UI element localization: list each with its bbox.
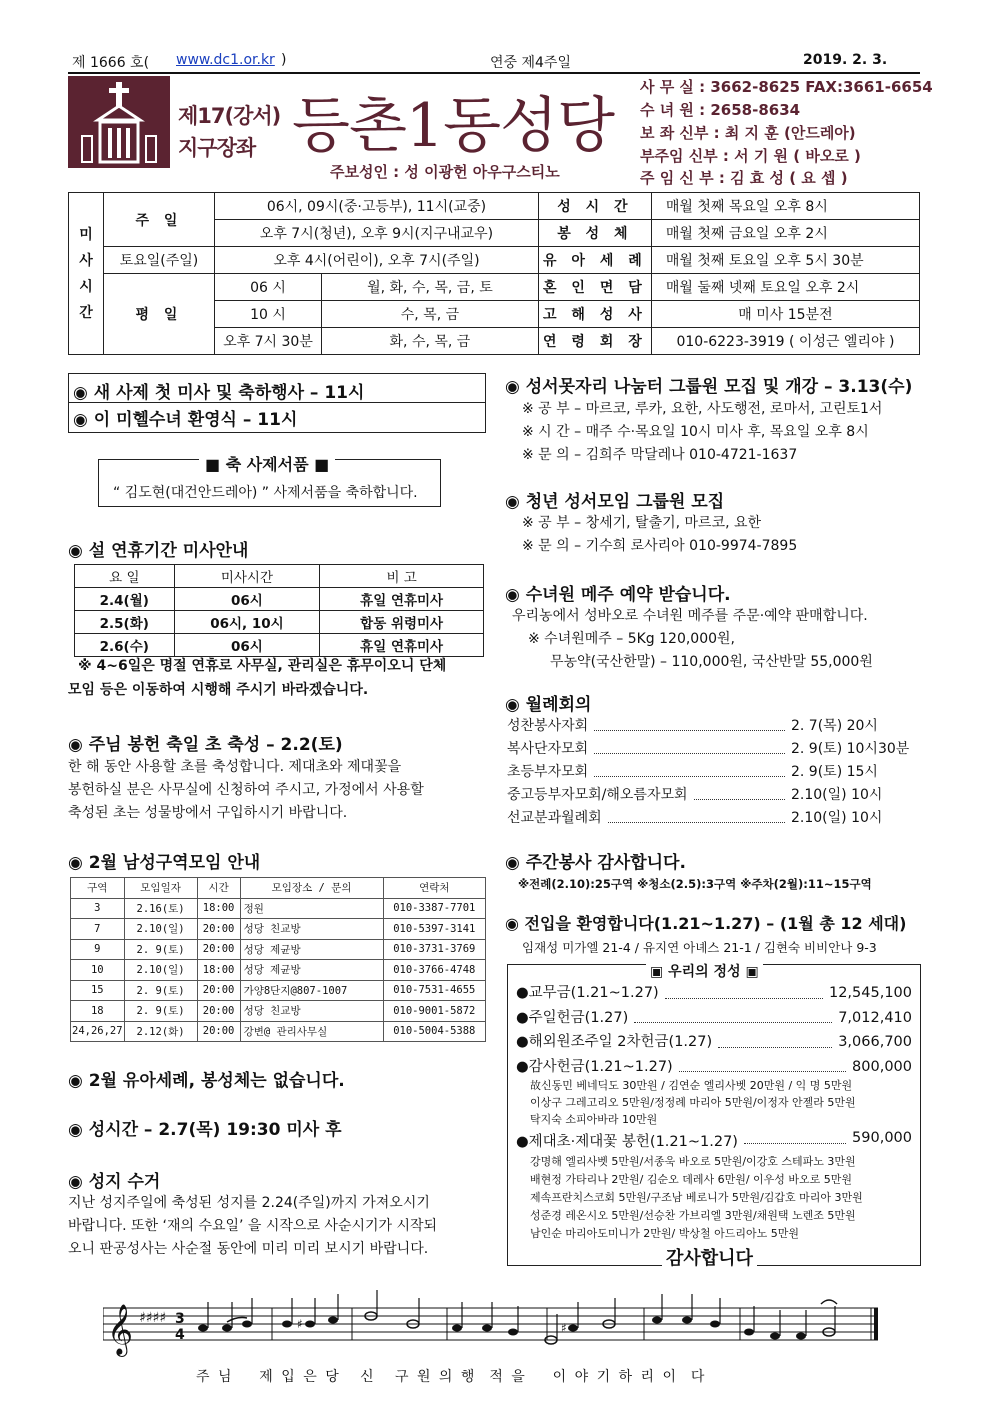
meeting-name: 복사단자모회 bbox=[507, 741, 589, 757]
grp-cell: 20:00 bbox=[197, 1021, 240, 1042]
candle-line-2: 봉헌하실 분은 사무실에 신청하여 주시고, 가정에서 사용할 bbox=[68, 782, 424, 798]
grp-cell: 10 bbox=[71, 960, 125, 981]
meeting-time: 2.10(일) 10시 bbox=[791, 810, 883, 826]
bible-line-3: ※ 문 의 – 김희주 막달레나 010-4721-1637 bbox=[522, 447, 798, 463]
palm-line-3: 오니 판공성사는 사순절 동안에 미리 미리 보시기 바랍니다. bbox=[68, 1241, 429, 1257]
grp-cell: 24,26,27 bbox=[71, 1021, 125, 1042]
ordination-title: ■ 축 사제서품 ■ bbox=[199, 452, 335, 475]
flower-label: ●제대초·제대꽃 봉헌(1.21~1.27) bbox=[516, 1134, 738, 1150]
grp-head-date: 모임일자 bbox=[124, 878, 197, 899]
offering-row bbox=[516, 1055, 912, 1080]
svg-text:♯: ♯ bbox=[561, 1321, 567, 1335]
svg-text:𝄞: 𝄞 bbox=[107, 1304, 134, 1355]
grp-cell: 20:00 bbox=[197, 919, 240, 940]
sn-row1-day: 2.4(월) bbox=[75, 588, 175, 611]
dot-leader bbox=[665, 981, 823, 999]
grp-cell: 010-7531-4655 bbox=[383, 980, 485, 1001]
meeting-row bbox=[507, 807, 919, 830]
welcome-text: 임재성 미가엘 21-4 / 유지연 아녜스 21-1 / 김현숙 비비안나 9-3 bbox=[522, 940, 877, 955]
offering-value: 800,000 bbox=[852, 1058, 912, 1075]
patron-saint: 주보성인 : 성 이광헌 아우구스티노 bbox=[330, 163, 560, 181]
contact-pastor: 주 임 신 부 : 김 효 성 ( 요 셉 ) bbox=[640, 169, 848, 187]
flower-value: 590,000 bbox=[852, 1130, 912, 1146]
weekday-days-2: 수, 목, 금 bbox=[322, 301, 539, 328]
sn-row1-note: 휴일 연휴미사 bbox=[320, 588, 484, 611]
weekday-label: 평 일 bbox=[104, 274, 215, 355]
offerings-list bbox=[516, 981, 912, 1079]
grp-cell: 강변@ 관리사무실 bbox=[240, 1021, 383, 1042]
marriage-label: 혼 인 면 담 bbox=[538, 274, 651, 301]
thanks-line: 이상구 그레고리오 5만원/정정례 마리아 5만원/이정자 안젤라 5만원 bbox=[530, 1096, 856, 1109]
grp-head-time: 시간 bbox=[197, 878, 240, 899]
sn-row1-time: 06시 bbox=[174, 588, 320, 611]
song-lyrics: 주 님 제 입 은 당 신 구 원 의 행 적 을 이 야 기 하 리 이 다 bbox=[196, 1369, 707, 1385]
funeral-chief-label: 연 령 회 장 bbox=[538, 328, 651, 355]
thanks-closing: 감사합니다 bbox=[662, 1244, 757, 1270]
music-staff bbox=[103, 1288, 880, 1360]
flower-line: 강명해 엘리사벳 5만원/서종욱 바오로 5만원/이강호 스테파노 3만원 bbox=[530, 1155, 856, 1168]
dot-leader bbox=[694, 784, 785, 800]
weekday-time-1: 06 시 bbox=[215, 274, 322, 301]
dot-leader bbox=[594, 738, 785, 754]
district-line1: 제17(강서) bbox=[178, 104, 281, 128]
thanks-line: 故신동민 베네딕도 30만원 / 김연순 엘리사벳 20만원 / 익 명 5만원 bbox=[530, 1079, 853, 1092]
candle-line-3: 축성된 초는 성물방에서 구입하시기 바랍니다. bbox=[68, 805, 348, 821]
lunar-holiday-title: ◉ 설 연휴기간 미사안내 bbox=[68, 541, 249, 561]
dot-leader bbox=[744, 1130, 846, 1144]
marriage-value: 매월 둘째 넷째 토요일 오후 2시 bbox=[651, 274, 919, 301]
grp-cell: 2.10(일) bbox=[124, 960, 197, 981]
weekly-service-title: ◉ 주간봉사 감사합니다. bbox=[505, 853, 686, 873]
dot-leader bbox=[594, 715, 785, 731]
grp-cell: 18:00 bbox=[197, 898, 240, 919]
sn-row2-time: 06시, 10시 bbox=[174, 611, 320, 634]
church-logo bbox=[68, 76, 170, 168]
mass-side-label: 미 사 시 간 bbox=[69, 193, 104, 355]
holiday-note-2: 모임 등은 이동하여 시행해 주시기 바라겠습니다. bbox=[68, 682, 369, 698]
palm-line-1: 지난 성지주일에 축성된 성지를 2.24(주일)까지 가져오시기 bbox=[68, 1195, 430, 1211]
sn-row3-day: 2.6(수) bbox=[75, 634, 175, 657]
grp-cell: 성당 친교방 bbox=[240, 1001, 383, 1022]
church-icon bbox=[68, 76, 170, 168]
sunday-times-1: 06시, 09시(중·고등부), 11시(교중) bbox=[215, 193, 539, 220]
offerings-title: ▣ 우리의 정성 ▣ bbox=[646, 961, 763, 981]
meeting-name: 중고등부자모회/해오름자모회 bbox=[507, 787, 688, 803]
communion-value: 매월 첫째 금요일 오후 2시 bbox=[651, 220, 919, 247]
flower-donors bbox=[530, 1153, 863, 1243]
grp-cell: 20:00 bbox=[197, 939, 240, 960]
baptism-label: 유 아 세 례 bbox=[538, 247, 651, 274]
youth-line-1: ※ 공 부 – 창세기, 탈출기, 마르코, 요한 bbox=[522, 515, 762, 531]
offering-value: 7,012,410 bbox=[838, 1009, 912, 1026]
lunar-holiday-table bbox=[74, 564, 484, 657]
sunday-label: 주 일 bbox=[104, 193, 215, 247]
holy-hour-value: 매월 첫째 목요일 오후 8시 bbox=[651, 193, 919, 220]
grp-cell: 2.12(화) bbox=[124, 1021, 197, 1042]
meeting-row bbox=[507, 738, 919, 761]
grp-cell: 2. 9(토) bbox=[124, 939, 197, 960]
sn-row3-time: 06시 bbox=[174, 634, 320, 657]
liturgical-week: 연중 제4주일 bbox=[490, 55, 571, 71]
baptism-value: 매월 첫째 토요일 오후 5시 30분 bbox=[651, 247, 919, 274]
dot-leader bbox=[608, 807, 785, 823]
grp-cell: 성당 제균방 bbox=[240, 939, 383, 960]
notice-box bbox=[68, 373, 486, 433]
meeting-row bbox=[507, 761, 919, 784]
offering-row bbox=[516, 1030, 912, 1055]
monthly-meeting-title: ◉ 월례회의 bbox=[505, 695, 592, 715]
district-line2: 지구장좌 bbox=[178, 136, 256, 160]
group-meeting-table bbox=[70, 877, 486, 1042]
candle-title: ◉ 주님 봉헌 축일 초 축성 – 2.2(토) bbox=[68, 735, 343, 755]
meeting-name: 선교분과월례회 bbox=[507, 810, 602, 826]
communion-label: 봉 성 체 bbox=[538, 220, 651, 247]
dot-leader bbox=[718, 1030, 832, 1048]
contact-assistant: 보 좌 신부 : 최 지 훈 (안드레아) bbox=[640, 124, 856, 142]
youth-group-title: ◉ 청년 성서모임 그룹원 모집 bbox=[505, 492, 725, 512]
offering-value: 3,066,700 bbox=[838, 1034, 912, 1050]
flower-line: 남인순 마리아도미니가 2만원/ 박상철 아드리아노 5만원 bbox=[530, 1227, 799, 1240]
notice-first-mass: ◉ 새 사제 첫 미사 및 축하행사 – 11시 bbox=[73, 383, 365, 403]
youth-group-body bbox=[522, 512, 922, 558]
flower-line: 배현정 가타리나 2만원/ 김순오 데레사 6만원/ 이우성 바오로 5만원 bbox=[530, 1173, 853, 1186]
flower-offering-row bbox=[516, 1130, 912, 1151]
grp-cell: 20:00 bbox=[197, 980, 240, 1001]
palm-body bbox=[68, 1192, 488, 1261]
meeting-row bbox=[507, 784, 919, 807]
grp-head-area: 구역 bbox=[71, 878, 125, 899]
offering-label: ●감사헌금(1.21~1.27) bbox=[516, 1058, 673, 1075]
holy-hour-label: 성 시 간 bbox=[538, 193, 651, 220]
grp-cell: 성당 친교방 bbox=[240, 919, 383, 940]
grp-cell: 2. 9(토) bbox=[124, 980, 197, 1001]
weekday-days-3: 화, 수, 목, 금 bbox=[322, 328, 539, 355]
notice-welcome-sister: ◉ 이 미헬수녀 환영식 – 11시 bbox=[73, 410, 298, 430]
music-notation-icon bbox=[103, 1288, 880, 1360]
parish-title: 등촌1동성당 bbox=[292, 91, 614, 161]
holiday-note-1: ※ 4~6일은 명절 연휴로 사무실, 관리실은 휴무이오니 단체 bbox=[78, 658, 447, 674]
saturday-times: 오후 4시(어린이), 오후 7시(주일) bbox=[215, 247, 539, 274]
flower-line: 제속프란치스코회 5만원/구조남 베로니가 5만원/김갑호 마리아 3만원 bbox=[530, 1191, 863, 1204]
offering-label: ●해외원조주일 2차헌금(1.27) bbox=[516, 1034, 713, 1050]
sn-row2-day: 2.5(화) bbox=[75, 611, 175, 634]
bible-line-1: ※ 공 부 – 마르코, 루카, 요한, 사도행전, 로마서, 고린토1서 bbox=[522, 401, 883, 417]
offering-label: ●교무금(1.21~1.27) bbox=[516, 985, 659, 1001]
dot-leader bbox=[679, 1055, 846, 1073]
sn-row3-note: 휴일 연휴미사 bbox=[320, 634, 484, 657]
meeting-time: 2.10(일) 10시 bbox=[791, 787, 883, 803]
candle-body bbox=[68, 756, 488, 825]
grp-cell: 18:00 bbox=[197, 960, 240, 981]
meeting-time: 2. 9(토) 10시30분 bbox=[791, 741, 910, 757]
meeting-time: 2. 9(토) 15시 bbox=[791, 764, 878, 780]
svg-text:♯♯♯♯: ♯♯♯♯ bbox=[139, 1310, 167, 1326]
website-link[interactable]: www.dc1.or.kr bbox=[176, 52, 275, 68]
grp-cell: 7 bbox=[71, 919, 125, 940]
mass-schedule-table bbox=[68, 192, 920, 355]
contact-vicar: 부주임 신부 : 서 기 원 ( 바오로 ) bbox=[640, 147, 861, 165]
meeting-time: 2. 7(목) 20시 bbox=[791, 718, 878, 734]
meeting-row bbox=[507, 715, 919, 738]
grp-cell: 010-3387-7701 bbox=[383, 898, 485, 919]
grp-cell: 2.10(일) bbox=[124, 919, 197, 940]
offering-label: ●주일헌금(1.27) bbox=[516, 1009, 629, 1026]
grp-cell: 가양8단지@807-1007 bbox=[240, 980, 383, 1001]
monthly-meeting-list bbox=[507, 715, 919, 830]
group-meeting-title: ◉ 2월 남성구역모임 안내 bbox=[68, 853, 261, 873]
sn-head-day: 요 일 bbox=[75, 565, 175, 588]
youth-line-2: ※ 문 의 – 기수희 로사리아 010-9974-7895 bbox=[522, 538, 798, 554]
dot-leader bbox=[634, 1006, 832, 1024]
confession-value: 매 미사 15분전 bbox=[651, 301, 919, 328]
weekday-days-1: 월, 화, 수, 목, 금, 토 bbox=[322, 274, 539, 301]
grp-cell: 010-9001-5872 bbox=[383, 1001, 485, 1022]
contact-office: 사 무 실 : 3662-8625 FAX:3661-6654 bbox=[640, 78, 933, 96]
offerings-box bbox=[507, 964, 921, 1266]
grp-cell: 010-5397-3141 bbox=[383, 919, 485, 940]
thanks-line: 탁지숙 소피아바라 10만원 bbox=[530, 1113, 658, 1126]
sunday-times-2: 오후 7시(청년), 오후 9시(지구내교우) bbox=[215, 220, 539, 247]
baptism-notice: ◉ 2월 유아세례, 봉성체는 없습니다. bbox=[68, 1071, 345, 1091]
issue-close: ) bbox=[281, 52, 287, 68]
palm-title: ◉ 성지 수거 bbox=[68, 1172, 161, 1192]
grp-head-place: 모임장소 / 문의 bbox=[240, 878, 383, 899]
top-bar bbox=[68, 50, 920, 74]
meeting-name: 성찬봉사자회 bbox=[507, 718, 589, 734]
svg-text:♯: ♯ bbox=[297, 1317, 303, 1331]
candle-line-1: 한 해 동안 사용할 초를 축성합니다. 제대초와 제대꽃을 bbox=[68, 759, 402, 775]
grp-cell: 010-5004-5388 bbox=[383, 1021, 485, 1042]
flower-line: 성준경 레온시오 5만원/선승찬 가브리엘 3만원/채원택 노렌조 5만원 bbox=[530, 1209, 856, 1222]
palm-line-2: 바랍니다. 또한 ‘재의 수요일’ 을 시작으로 사순시기가 시작되 bbox=[68, 1218, 438, 1234]
offering-row bbox=[516, 1006, 912, 1031]
grp-head-phone: 연락처 bbox=[383, 878, 485, 899]
holy-hour-notice: ◉ 성시간 – 2.7(목) 19:30 미사 후 bbox=[68, 1120, 342, 1140]
notice-divider bbox=[69, 402, 485, 403]
weekday-time-3: 오후 7시 30분 bbox=[215, 328, 322, 355]
offering-value: 12,545,100 bbox=[828, 985, 912, 1001]
weekday-time-2: 10 시 bbox=[215, 301, 322, 328]
ordination-text: “ 김도현(대건안드레아) ” 사제서품을 축하합니다. bbox=[113, 485, 418, 501]
convent-line-2: ※ 수녀원메주 – 5Kg 120,000원, bbox=[528, 631, 735, 647]
thanks-donors bbox=[530, 1077, 856, 1128]
grp-cell: 성당 제균방 bbox=[240, 960, 383, 981]
grp-cell: 2.16(토) bbox=[124, 898, 197, 919]
ordination-box bbox=[98, 455, 441, 507]
bible-group-title: ◉ 성서못자리 나눔터 그룹원 모집 및 개강 – 3.13(수) bbox=[505, 377, 913, 397]
contact-convent: 수 녀 원 : 2658-8634 bbox=[640, 101, 801, 119]
issue-number: 제 1666 호( bbox=[72, 55, 150, 71]
grp-cell: 정원 bbox=[240, 898, 383, 919]
bible-group-body bbox=[522, 398, 922, 467]
funeral-chief-value: 010-6223-3919 ( 이성근 엘리야 ) bbox=[651, 328, 919, 355]
svg-text:3: 3 bbox=[175, 1311, 185, 1327]
sn-head-note: 비 고 bbox=[320, 565, 484, 588]
meeting-name: 초등부자모회 bbox=[507, 764, 589, 780]
date: 2019. 2. 3. bbox=[803, 52, 888, 68]
convent-line-3: 무농약(국산한말) – 110,000원, 국산반말 55,000원 bbox=[550, 654, 873, 670]
grp-cell: 010-3766-4748 bbox=[383, 960, 485, 981]
offering-row bbox=[516, 981, 912, 1006]
grp-cell: 010-3731-3769 bbox=[383, 939, 485, 960]
weekly-service-text: ※전례(2.10):25구역 ※청소(2.5):3구역 ※주차(2월):11~15구역 bbox=[518, 877, 872, 891]
bible-line-2: ※ 시 간 – 매주 수·목요일 10시 미사 후, 목요일 오후 8시 bbox=[522, 424, 869, 440]
welcome-title: ◉ 전입을 환영합니다(1.21~1.27) – (1월 총 12 세대) bbox=[505, 914, 907, 933]
dot-leader bbox=[594, 761, 785, 777]
saturday-label: 토요일(주일) bbox=[104, 247, 215, 274]
convent-body bbox=[512, 605, 922, 674]
grp-cell: 3 bbox=[71, 898, 125, 919]
grp-cell: 18 bbox=[71, 1001, 125, 1022]
sn-head-time: 미사시간 bbox=[174, 565, 320, 588]
convent-line-1: 우리농에서 성바오로 수녀원 메주를 주문·예약 판매합니다. bbox=[512, 608, 868, 624]
sn-row2-note: 합동 위령미사 bbox=[320, 611, 484, 634]
grp-cell: 2. 9(토) bbox=[124, 1001, 197, 1022]
grp-cell: 9 bbox=[71, 939, 125, 960]
convent-title: ◉ 수녀원 메주 예약 받습니다. bbox=[505, 585, 731, 605]
svg-text:4: 4 bbox=[175, 1327, 185, 1343]
grp-cell: 15 bbox=[71, 980, 125, 1001]
confession-label: 고 해 성 사 bbox=[538, 301, 651, 328]
grp-cell: 20:00 bbox=[197, 1001, 240, 1022]
